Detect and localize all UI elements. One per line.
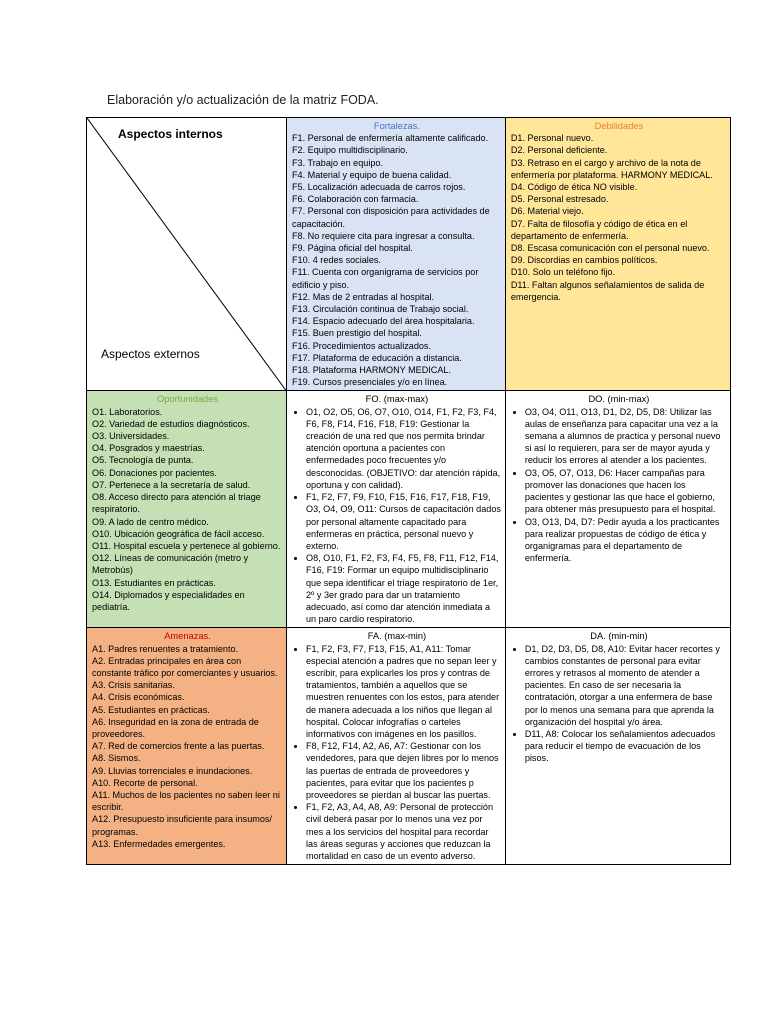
list-item: F5. Localización adecuada de carros rojos. [292, 182, 466, 193]
list-item: O3. Universidades. [92, 431, 170, 442]
strategy-item: • O3, O13, D4, D7: Pedir ayuda a los practicantes para realizar propuestas de código de ética y organigramas para el departamento de enfermería. [525, 516, 727, 565]
oportunidades-header: Oportunidades [157, 394, 218, 405]
strategy-item: • F1, F2, F7, F9, F10, F15, F16, F17, F18, F19, O3, O4, O9, O11: Cursos de capacitación dados por personal altamente capacitado para enfermeras en práctica, personal nuevo y externo. [306, 491, 502, 552]
oportunidades-cell [87, 391, 287, 628]
amenazas-header: Amenazas. [164, 631, 211, 642]
list-item: F1. Personal de enfermería altamente calificado. [292, 133, 489, 144]
da-header: DA. (min-min) [590, 631, 648, 642]
list-item: A2. Entradas principales en área con constante tráfico por comerciantes y usuarios. [92, 655, 278, 678]
list-item: D1. Personal nuevo. [510, 133, 594, 144]
list-item: O1. Laboratorios. [92, 406, 163, 417]
fo-list [292, 406, 502, 626]
list-item: A9. Lluvias torrenciales e inundaciones. [92, 765, 253, 776]
list-item: A5. Estudiantes en prácticas. [92, 704, 210, 715]
list-item: F7. Personal con disposición para actividades de capacitación. [292, 206, 490, 229]
list-item: D7. Falta de filosofía y código de ética en el departamento de enfermería. [510, 218, 688, 241]
list-item: F3. Trabajo en equipo. [292, 157, 383, 168]
list-item: O8. Acceso directo para atención al triage respiratorio. [92, 492, 261, 515]
da-list [511, 643, 727, 765]
list-item: A8. Sismos. [92, 753, 141, 764]
row-amenazas [87, 628, 731, 865]
corner-cell [87, 118, 287, 391]
fo-header: FO. (max-max) [365, 394, 429, 405]
list-item: D6. Material viejo. [510, 206, 584, 217]
strategy-item: • D11, A8: Colocar los señalamientos adecuados para reducir el tiempo de evacuación de los pisos. [525, 728, 727, 765]
list-item: F19. Cursos presenciales y/o en línea. [292, 377, 448, 388]
debilidades-cell [505, 118, 730, 391]
do-cell [505, 391, 730, 628]
list-item: O2. Variedad de estudios diagnósticos. [92, 418, 250, 429]
document-title: Elaboración y/o actualización de la matriz FODA. [107, 93, 379, 107]
list-item: A10. Recorte de personal. [92, 777, 198, 788]
list-item: A7. Red de comercios frente a las puertas. [92, 741, 265, 752]
debilidades-header: Debilidades [594, 121, 644, 131]
list-item: F8. No requiere cita para ingresar a consulta. [292, 230, 475, 241]
list-item: O9. A lado de centro médico. [92, 516, 209, 527]
list-item: A1. Padres renuentes a tratamiento. [92, 643, 239, 654]
fortalezas-header: Fortalezas. [373, 121, 420, 131]
list-item: D8. Escasa comunicación con el personal nuevo. [510, 243, 710, 254]
list-item: O4. Posgrados y maestrías. [92, 443, 205, 454]
strategy-item: • F1, F2, F3, F7, F13, F15, A1, A11: Tomar especial atención a padres que no sepan leer y escribir, para explicarles los pros y contras de tratamientos, también a aquellos que se muestren renuentes con los estos, para atender de manera adecuada a los niños que llegan al hospital. Colocar infografías o carteles informativos con imágenes en los pasillos. [306, 643, 502, 741]
list-item: O6. Donaciones por pacientes. [92, 467, 217, 478]
do-header: DO. (min-max) [588, 394, 650, 405]
internal-aspects-label: Aspectos internos [118, 127, 223, 141]
list-item: F14. Espacio adecuado del área hospitalaria. [292, 316, 475, 327]
fortalezas-list [292, 132, 502, 388]
row-oportunidades [87, 391, 731, 628]
list-item: A3. Crisis sanitarias. [92, 680, 175, 691]
list-item: F18. Plataforma HARMONY MEDICAL. [292, 365, 452, 376]
list-item: F10. 4 redes sociales. [292, 255, 381, 266]
fa-cell [287, 628, 506, 865]
fo-cell [287, 391, 506, 628]
list-item: O12. Líneas de comunicación (metro y Metrobús) [92, 553, 249, 576]
list-item: A13. Enfermedades emergentes. [92, 838, 226, 849]
list-item: F12. Mas de 2 entradas al hospital. [292, 291, 435, 302]
debilidades-list [511, 132, 727, 303]
list-item: F15. Buen prestigio del hospital. [292, 328, 422, 339]
list-item: O7. Pertenece a la secretaría de salud. [92, 479, 251, 490]
da-cell [505, 628, 730, 865]
strategy-item: • D1, D2, D3, D5, D8, A10: Evitar hacer recortes y cambios constantes de personal para evitar errores y retrasos al momento de atender a pacientes. En caso de ser necesaria la contratación, otorgar a una enfermera de base por lo menos una semana para que aprenda la organización del hospital y/o área. [525, 643, 727, 728]
list-item: O11. Hospital escuela y pertenece al gobierno. [92, 540, 281, 551]
foda-matrix [86, 117, 731, 865]
list-item: A12. Presupuesto insuficiente para insumos/ programas. [92, 814, 272, 837]
list-item: O5. Tecnología de punta. [92, 455, 194, 466]
list-item: A6. Inseguridad en la zona de entrada de proveedores. [92, 716, 259, 739]
list-item: F16. Procedimientos actualizados. [292, 340, 432, 351]
list-item: D4. Código de ética NO visible. [510, 182, 638, 193]
list-item: F6. Colaboración con farmacia. [292, 194, 419, 205]
amenazas-list [92, 643, 283, 850]
list-item: D10. Solo un teléfono fijo. [510, 267, 615, 278]
list-item: F9. Página oficial del hospital. [292, 243, 413, 254]
strategy-item: • O3, O4, O11, O13, D1, D2, D5, D8: Utilizar las aulas de enseñanza para capacitar una vez a la semana a alumnos de practica y personal nuevo si así lo requieren, para ser de mayor ayuda y reducir los errores al atender a los pacientes. [525, 406, 727, 467]
fa-list [292, 643, 502, 863]
strategy-item: • O3, O5, O7, O13, D6: Hacer campañas para promover las donaciones que hacen los pacientes y gestionar las que hace el gobierno, para obtener más presupuesto para el hospital. [525, 467, 727, 516]
strategy-item: • F8, F12, F14, A2, A6, A7: Gestionar con los vendedores, para que dejen libres por lo menos las puertas de entrada de proveedores y pacientes, para evitar que los pacientes p proveedores se pierdan al buscar las puertas. [306, 740, 502, 801]
list-item: D5. Personal estresado. [510, 194, 609, 205]
row-internal [87, 118, 731, 391]
list-item: O10. Ubicación geográfica de fácil acceso. [92, 528, 265, 539]
external-aspects-label: Aspectos externos [101, 347, 200, 361]
amenazas-cell [87, 628, 287, 865]
list-item: D11. Faltan algunos señalamientos de salida de emergencia. [510, 279, 705, 302]
list-item: D2. Personal deficiente. [510, 145, 608, 156]
strategy-item: • O8, O10, F1, F2, F3, F4, F5, F8, F11, F12, F14, F16, F19: Formar un equipo multidisciplinario que sepa identificar el triage respiratorio de 1er, 2º y 3er grado para dar un tratamiento adecuado, así como dar atención inmediata a un paro cardio respiratorio. [306, 552, 502, 625]
list-item: F17. Plataforma de educación a distancia. [292, 352, 462, 363]
do-list [511, 406, 727, 565]
oportunidades-list [92, 406, 283, 613]
list-item: F4. Material y equipo de buena calidad. [292, 169, 452, 180]
list-item: D3. Retraso en el cargo y archivo de la nota de enfermería por plataforma. HARMONY MEDICAL. [510, 157, 713, 180]
strategy-item: • O1, O2, O5, O6, O7, O10, O14, F1, F2, F3, F4, F6, F8, F14, F16, F18, F19: Gestionar la creación de una red que nos permita brindar atención oportuna a pacientes con enfermedades poco frecuentes y/o desconocidas. (OBJETIVO: dar atención rápida, oportuna y con calidad). [306, 406, 502, 491]
list-item: F11. Cuenta con organigrama de servicios por edificio y piso. [292, 267, 479, 290]
list-item: D9. Discordias en cambios políticos. [510, 255, 658, 266]
list-item: A4. Crisis económicas. [92, 692, 185, 703]
fa-header: FA. (max-min) [367, 631, 427, 642]
fortalezas-cell [287, 118, 506, 391]
strategy-item: • F1, F2, A3, A4, A8, A9: Personal de protección civil deberá pasar por lo menos una vez por mes a los servicios del hospital para recordar las áreas seguras y acciones que reduzcan la mortalidad en caso de un evento adverso. [306, 801, 502, 862]
list-item: F2. Equipo multidisciplinario. [292, 145, 408, 156]
list-item: A11. Muchos de los pacientes no saben leer ni escribir. [92, 789, 280, 813]
list-item: O14. Diplomados y especialidades en pediatría. [92, 589, 245, 612]
list-item: F13. Circulación continua de Trabajo social. [292, 304, 469, 315]
list-item: O13. Estudiantes en prácticas. [92, 577, 216, 588]
